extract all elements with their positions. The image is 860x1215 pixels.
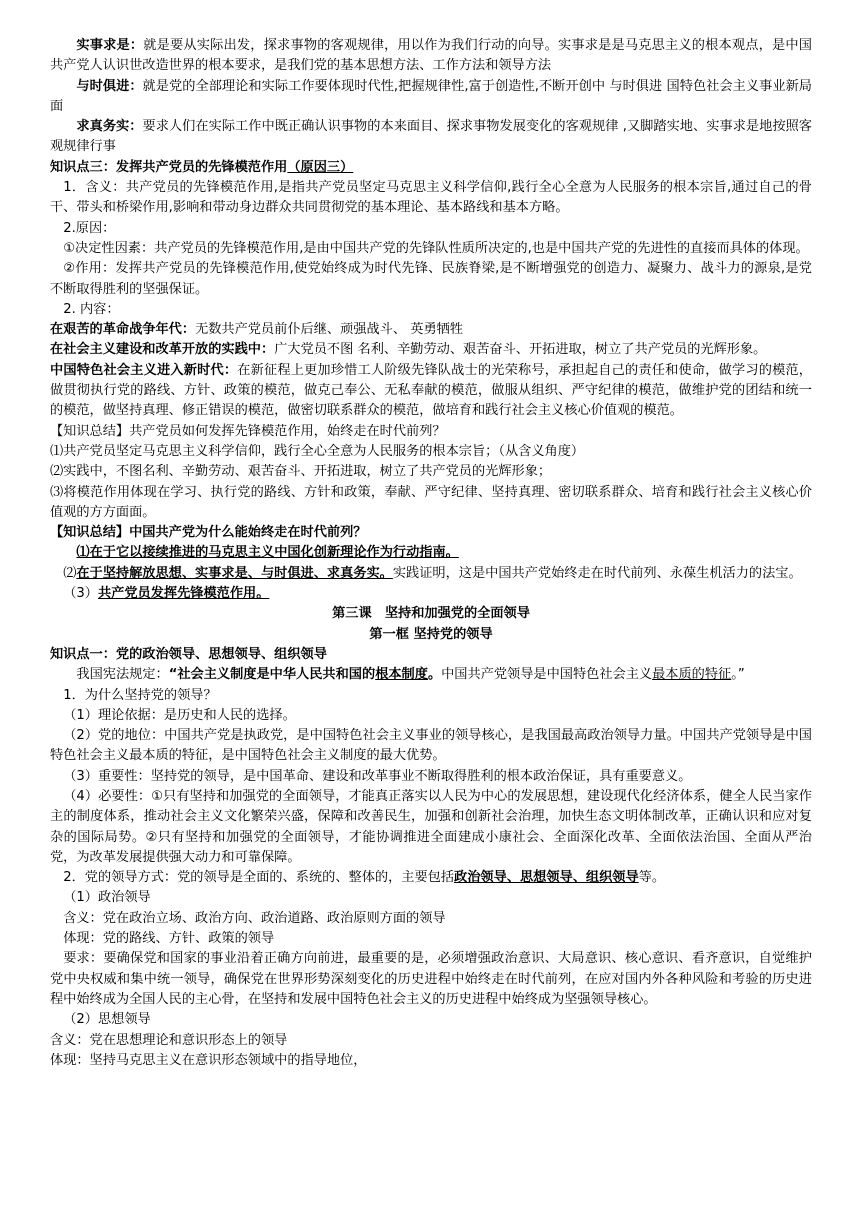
era-reform-label: 在社会主义建设和改革开放的实践中： xyxy=(50,342,275,358)
lesson-subtitle: 第一框 坚持党的领导 xyxy=(369,626,493,642)
era-new xyxy=(50,361,812,422)
paragraph-shishiqiushi xyxy=(50,36,812,77)
political-leadership-requirement: 要求：要确保党和国家的事业沿着正确方向前进，最重要的是，必须增强政治意识、大局意识、核心意识、看齐意识，自觉维护党中央权威和集中统一领导，确保党在世界形势深刻变化的历史进程中始终走在时代前列，在应对国内外各种风险和考验的历史进程中始终成为全国人民的主心骨，在坚持和发展中国特色社会主义的历史进程中始终成为坚强领导核心。 xyxy=(50,951,812,1007)
section-heading-kp1: 知识点一：党的政治领导、思想领导、组织领导 xyxy=(50,646,327,662)
era-revolution-label: 在艰苦的革命战争年代： xyxy=(50,322,196,338)
why-status: （2）党的地位：中国共产党是执政党，是中国特色社会主义事业的领导核心，是我国最高政治领导力量。中国共产党领导是中国特色社会主义最本质的特征，是中国特色社会主义制度的最大优势。 xyxy=(50,728,812,764)
summary2-item-1: ⑴在于它以接续推进的马克思主义中国化创新理论作为行动指南。 xyxy=(76,545,459,561)
why-heading: 1．为什么坚持党的领导？ xyxy=(63,687,217,703)
kp3-title: 知识点三：发挥共产党员的先锋模范作用 xyxy=(50,159,288,175)
constitution-fundamental-system: 根本制度 xyxy=(375,667,428,683)
summary2-item-2 xyxy=(50,564,812,584)
why-importance: （3）重要性：坚持党的领导，是中国革命、建设和改革事业不断取得胜利的根本政治保证，具有重要意义。 xyxy=(63,768,692,784)
summary1-item: ⑶将模范作用体现在学习、执行党的路线、方针和政策，奉献、严守纪律、坚持真理、密切联系群众、培育和践行社会主义核心价值观的方方面面。 xyxy=(50,484,812,520)
summary2-item-3 xyxy=(50,584,812,604)
reason-heading: 2.原因： xyxy=(63,220,116,236)
era-reform-text: 广大党员不图 名利、辛勤劳动、艰苦奋斗、开拓进取，树立了共产党员的光辉形象。 xyxy=(274,342,767,358)
text-shishiqiushi: 就是要从实际出发，探求事物的客观规律，用以作为我们行动的向导。实事求是是马克思主义的根本观点，是中国共产党人认识世改造世界的根本要求，是我们党的基本思想方法、工作方法和领导方法 xyxy=(50,38,812,74)
way-heading-end: 等。 xyxy=(638,870,666,886)
constitution-end: 。” xyxy=(731,667,745,683)
content-heading: 2. 内容： xyxy=(63,301,120,317)
constitution-quote: “社会主义制度是中华人民共和国的 xyxy=(168,667,376,683)
way-heading-emphasis: 政治领导、思想领导、组织领导 xyxy=(454,870,639,886)
summary2-item-2-text: 实践证明，这是中国共产党始终走在时代前列、永葆生机活力的法宝。 xyxy=(392,565,802,581)
constitution-period: 。 xyxy=(427,667,442,683)
summary2-item-3-emphasis: 共产党员发挥先锋模范作用。 xyxy=(97,586,270,602)
reason-item-1: ①决定性因素：共产党员的先锋模范作用,是由中国共产党的先锋队性质所决定的,也是中国共产党的先进性的直接而具体的体现。 xyxy=(63,240,809,256)
constitution-lead: 我国宪法规定： xyxy=(76,667,169,683)
text-yushijujin: 就是党的全部理论和实际工作要体现时代性,把握规律性,富于创造性,不断开创中 与时俱进 国特色社会主义事业新局面 xyxy=(50,78,812,114)
why-necessity: （4）必要性：①只有坚持和加强党的全面领导，才能真正落实以人民为中心的发展思想，建设现代化经济体系，健全人民当家作主的制度体系，推动社会主义文化繁荣兴盛，保障和改善民生，加强和创新社会治理，加快生态文明体制改革，正确认识和应对复杂的国际局势。②只有坚持和加强党的全面领导，才能协调推进全面建成小康社会、全面深化改革、全面依法治国、全面从严治党，为改革发展提供强大动力和可靠保障。 xyxy=(50,788,812,865)
ideological-leadership-definition: 含义：党在思想理论和意识形态上的领导 xyxy=(50,1032,288,1048)
lesson-title: 第三课 坚持和加强党的全面领导 xyxy=(332,606,530,622)
era-new-label: 中国特色社会主义进入新时代： xyxy=(50,362,238,378)
era-reform xyxy=(50,340,812,360)
political-leadership-definition: 含义：党在政治立场、政治方向、政治道路、政治原则方面的领导 xyxy=(63,910,446,926)
section-heading-kp3 xyxy=(50,158,812,178)
summary2-item-2-emphasis: 在于坚持解放思想、实事求是、与时俱进、求真务实。 xyxy=(76,565,393,581)
summary1-item: ⑴共产党员坚定马克思主义科学信仰，践行全心全意为人民服务的根本宗旨；（从含义角度） xyxy=(50,443,585,459)
ideological-leadership-heading: （2）思想领导 xyxy=(63,1012,151,1028)
text-qiuzhenwushi: 要求人们在实际工作中既正确认识事物的本来面目、探求事物发展变化的客观规律 ,又脚踏实地、实事求是地按照客观规律行事 xyxy=(50,119,812,155)
summary2-item-3-number: （3） xyxy=(63,586,98,602)
summary2-title: 【知识总结】中国共产党为什么能始终走在时代前列？ xyxy=(50,525,367,541)
summary2-item-2-number: ⑵ xyxy=(63,565,77,581)
era-revolution-text: 无数共产党员前仆后继、顽强战斗、 英勇牺牲 xyxy=(195,322,464,338)
summary1-item: ⑵实践中，不图名利、辛勤劳动、艰苦奋斗、开拓进取，树立了共产党员的光辉形象； xyxy=(50,464,552,480)
way-heading-text: 2．党的领导方式：党的领导是全面的、系统的、整体的，主要包括 xyxy=(63,870,455,886)
summary1-title: 【知识总结】共产党员如何发挥先锋模范作用，始终走在时代前列？ xyxy=(50,423,446,439)
paragraph-definition: 1．含义：共产党员的先锋模范作用,是指共产党员坚定马克思主义科学信仰,践行全心全意为人民服务的根本宗旨,通过自己的骨干、带头和桥梁作用,影响和带动身边群众共同贯彻党的基本理论、基本路线和基本方略。 xyxy=(50,180,812,216)
kp3-title-note: （原因三） xyxy=(287,159,354,175)
political-leadership-manifestation: 体现：党的路线、方针、政策的领导 xyxy=(63,931,275,947)
leadership-way-heading xyxy=(50,868,812,888)
political-leadership-heading: （1）政治领导 xyxy=(63,890,151,906)
why-theory: （1）理论依据：是历史和人民的选择。 xyxy=(63,707,296,723)
paragraph-yushijujin xyxy=(50,77,812,118)
term-shishiqiushi: 实事求是： xyxy=(76,38,144,53)
constitution-essential-feature: 最本质的特征 xyxy=(652,667,732,683)
term-qiuzhenwushi: 求真务实： xyxy=(76,119,143,135)
term-yushijujin: 与时俱进： xyxy=(76,78,143,94)
paragraph-constitution xyxy=(50,665,812,685)
era-revolution xyxy=(50,320,812,340)
constitution-leadership: 中国共产党领导是中国特色社会主义 xyxy=(441,667,653,683)
paragraph-qiuzhenwushi xyxy=(50,117,812,158)
era-new-text: 在新征程上更加珍惜工人阶级先锋队战士的光荣称号，承担起自己的责任和使命，做学习的模范，做贯彻执行党的路线、方针、政策的模范，做克己奉公、无私奉献的模范，做服从组织、严守纪律的模范，做维护党的团结和统一的模范，做坚持真理、修正错误的模范，做密切联系群众的模范，做培育和践行社会主义核心价值观的模范。 xyxy=(50,362,812,419)
reason-item-2: ②作用：发挥共产党员的先锋模范作用,使党始终成为时代先锋、民族脊梁,是不断增强党的创造力、凝聚力、战斗力的源泉,是党不断取得胜利的坚强保证。 xyxy=(50,261,812,297)
ideological-leadership-manifestation: 体现：坚持马克思主义在意识形态领域中的指导地位， xyxy=(50,1052,367,1068)
